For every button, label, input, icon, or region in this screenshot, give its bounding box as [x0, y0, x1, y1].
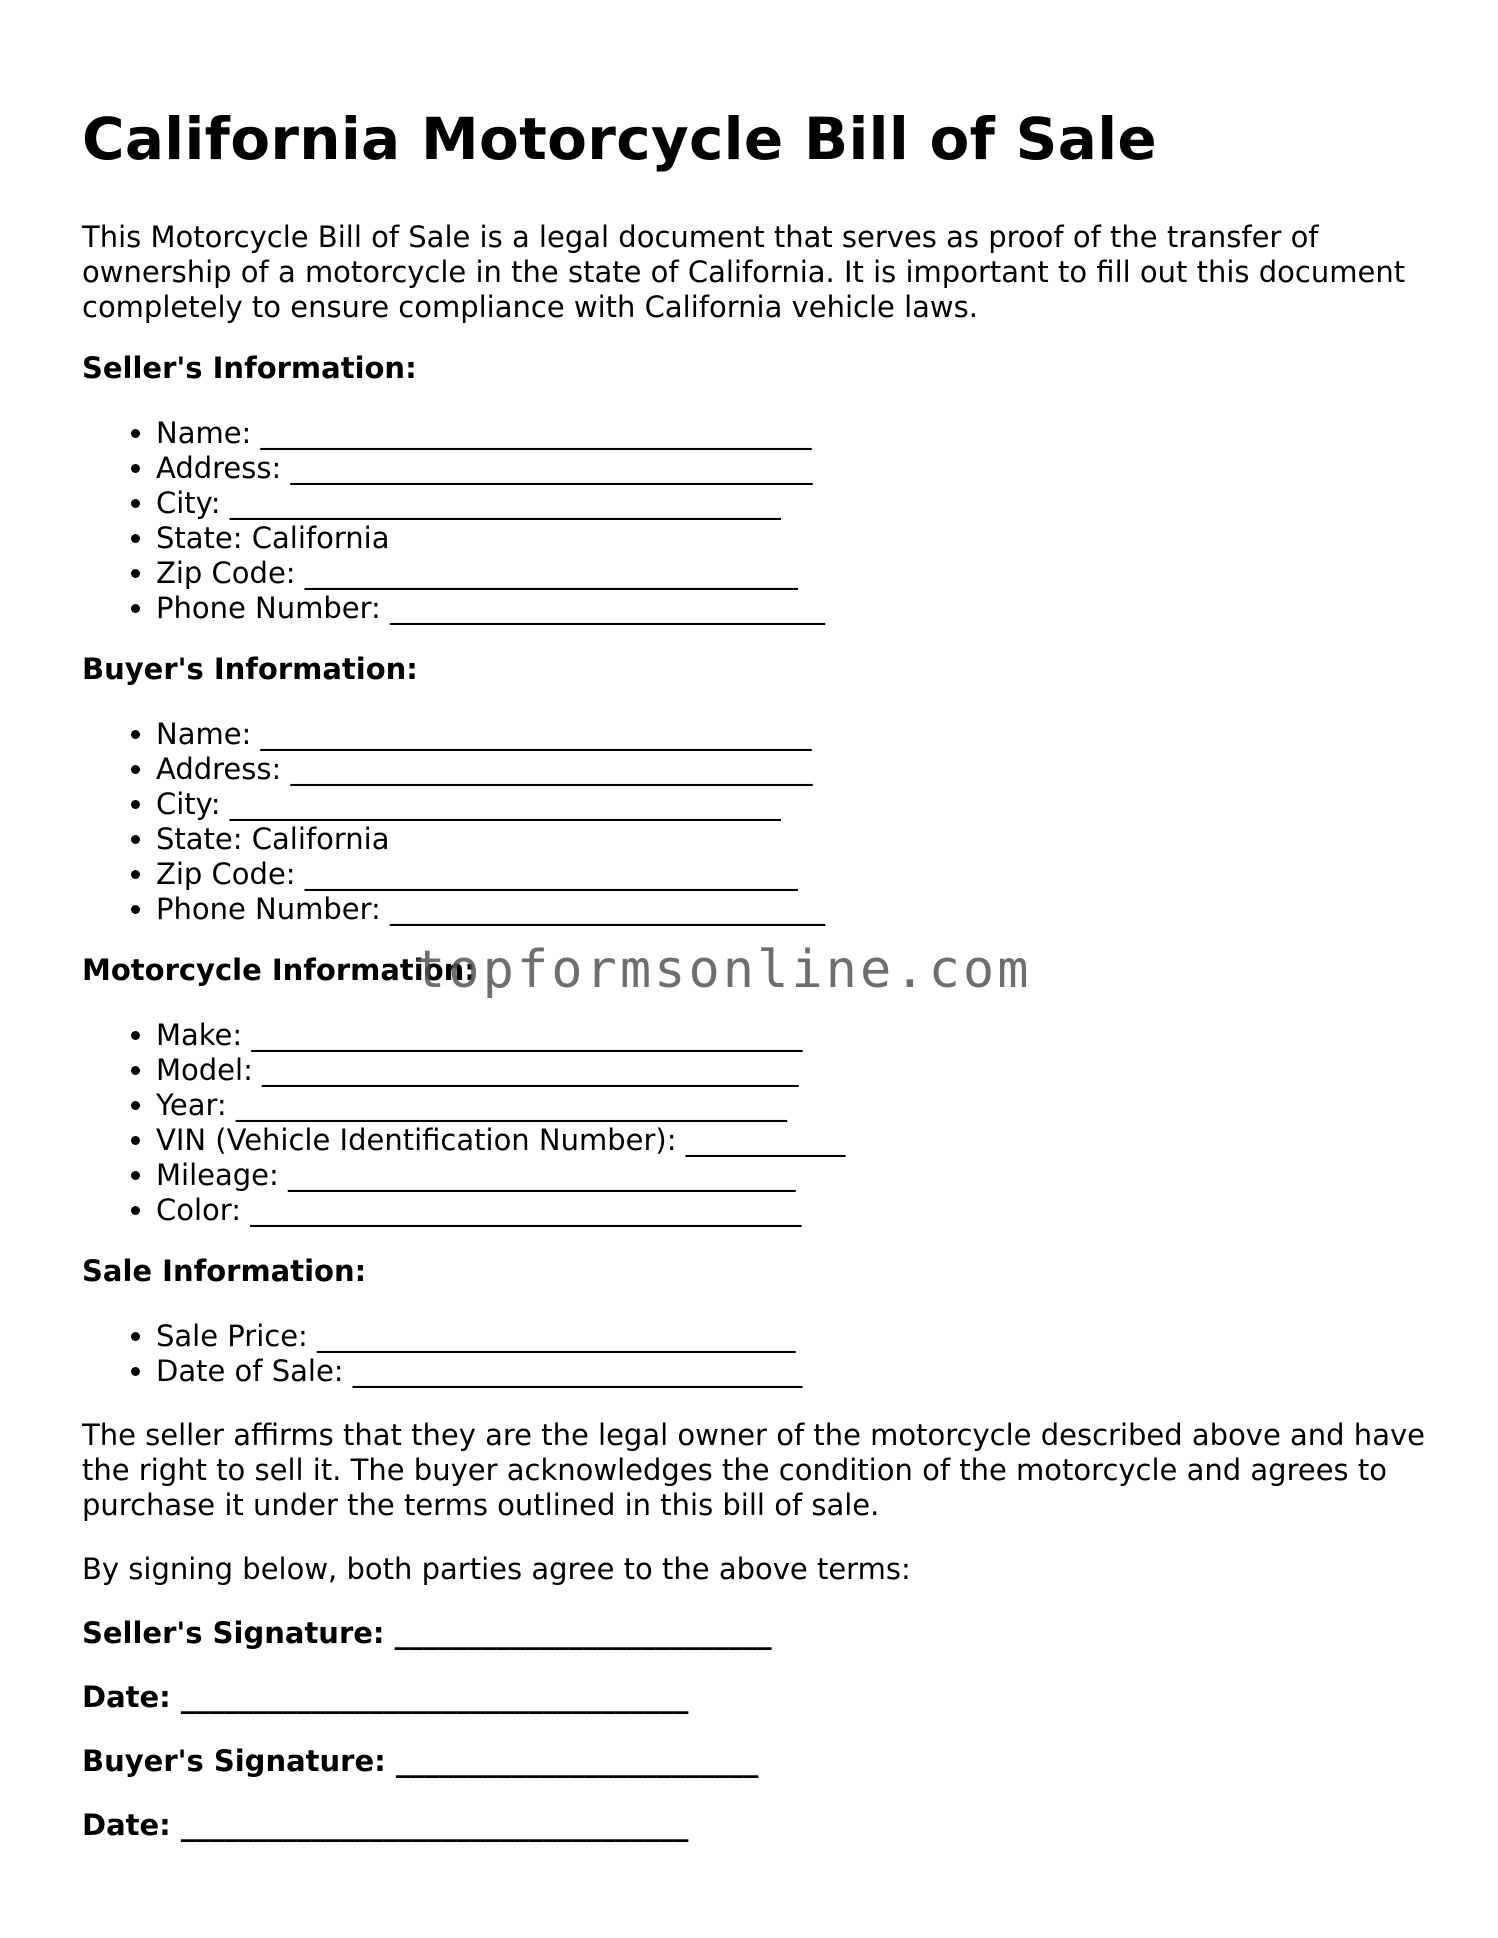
- sale-info-list: [82, 1319, 1442, 1389]
- seller-state-field: • State: California: [156, 521, 1442, 556]
- buyer-date-line: Date: ___________________________________: [82, 1808, 689, 1842]
- intro-paragraph: This Motorcycle Bill of Sale is a legal document that serves as proof of the transfer of ownership of a motorcycle in the state of California. It is important to fill out this document completely to ensure compliance with California vehicle laws.: [82, 220, 1406, 324]
- seller-signature-line: Seller's Signature: __________________________: [82, 1616, 772, 1650]
- watermark-text: topformsonline.com: [414, 940, 1032, 1000]
- sale-date-field: • Date of Sale: _______________________________: [156, 1354, 1442, 1389]
- seller-section-heading: Seller's Information:: [82, 351, 417, 385]
- buyer-section-heading: Buyer's Information:: [82, 652, 418, 686]
- buyer-state-field: • State: California: [156, 822, 1442, 857]
- buyer-city-field: • City: ______________________________________: [156, 787, 1442, 822]
- motorcycle-color-field: • Color: ______________________________________: [156, 1193, 1442, 1228]
- buyer-zip-field: • Zip Code: __________________________________: [156, 857, 1442, 892]
- sale-section-heading: Sale Information:: [82, 1254, 367, 1288]
- seller-date-line: Date: ___________________________________: [82, 1680, 689, 1714]
- seller-phone-field: • Phone Number: ______________________________: [156, 591, 1442, 626]
- motorcycle-make-field: • Make: ______________________________________: [156, 1018, 1442, 1053]
- buyer-name-field: • Name: ______________________________________: [156, 717, 1442, 752]
- buyer-address-field: • Address: ____________________________________: [156, 752, 1442, 787]
- motorcycle-model-field: • Model: _____________________________________: [156, 1053, 1442, 1088]
- seller-info-list: [82, 416, 1442, 626]
- seller-zip-field: • Zip Code: __________________________________: [156, 556, 1442, 591]
- buyer-signature-line: Buyer's Signature: _________________________: [82, 1744, 759, 1778]
- buyer-info-list: [82, 717, 1442, 927]
- motorcycle-vin-field: • VIN (Vehicle Identification Number): ___________: [156, 1123, 1442, 1158]
- motorcycle-info-list: [82, 1018, 1442, 1228]
- page-title: California Motorcycle Bill of Sale: [82, 105, 1158, 173]
- agreement-paragraph: By signing below, both parties agree to the above terms:: [82, 1552, 911, 1586]
- motorcycle-year-field: • Year: ______________________________________: [156, 1088, 1442, 1123]
- buyer-phone-field: • Phone Number: ______________________________: [156, 892, 1442, 927]
- motorcycle-section-heading: Motorcycle Information:: [82, 953, 476, 987]
- sale-price-field: • Sale Price: _________________________________: [156, 1319, 1442, 1354]
- affirmation-paragraph: The seller affirms that they are the legal owner of the motorcycle described above and have the right to sell it. The buyer acknowledges the condition of the motorcycle and agrees to purchase it under the terms outlined in this bill of sale.: [82, 1418, 1425, 1522]
- seller-city-field: • City: ______________________________________: [156, 486, 1442, 521]
- document-page: [82, 0, 1442, 1843]
- seller-name-field: • Name: ______________________________________: [156, 416, 1442, 451]
- motorcycle-mileage-field: • Mileage: ___________________________________: [156, 1158, 1442, 1193]
- seller-address-field: • Address: ____________________________________: [156, 451, 1442, 486]
